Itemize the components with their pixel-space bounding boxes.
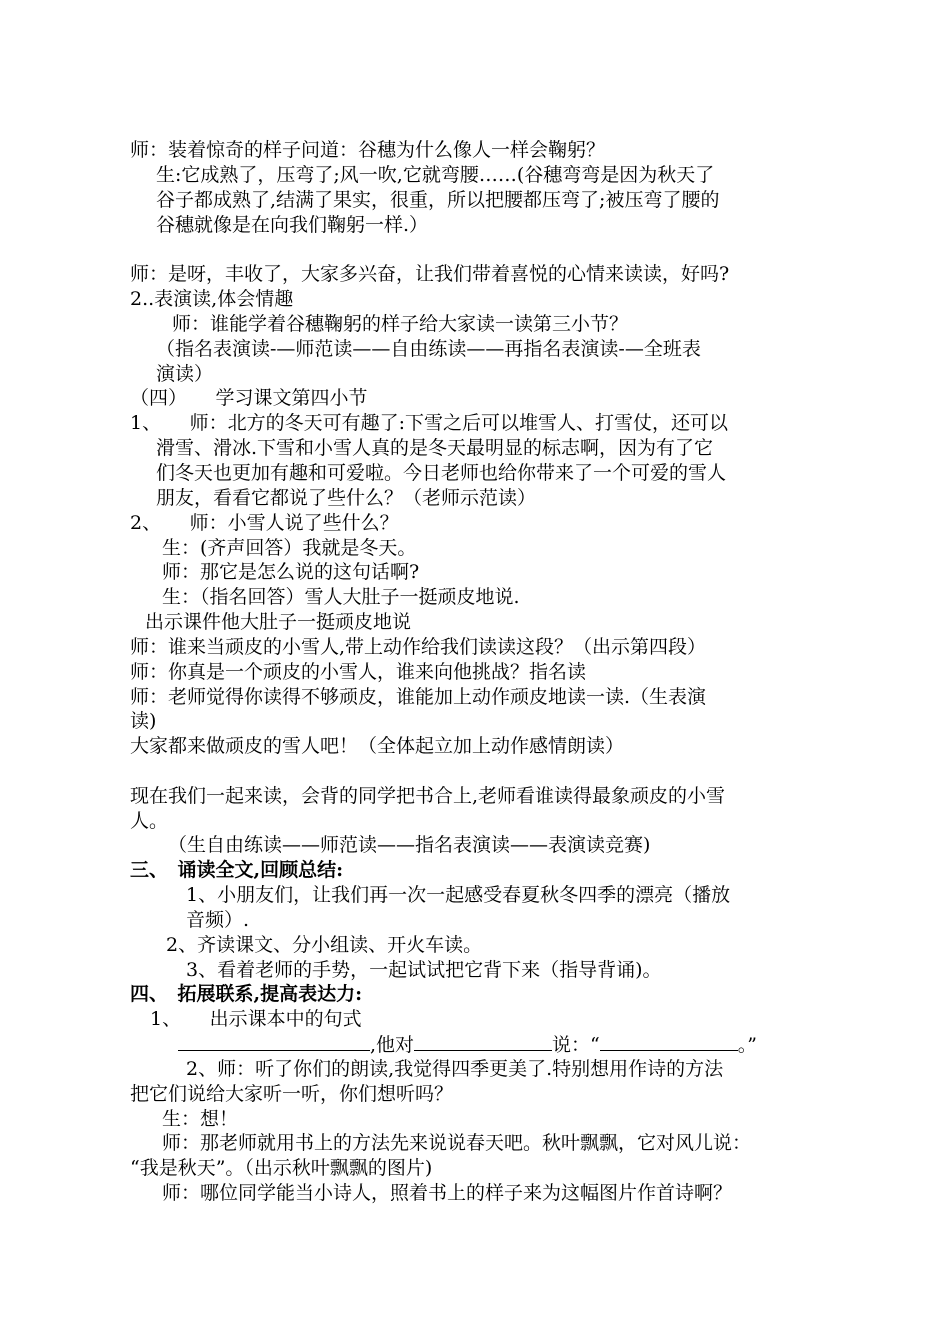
text-line: 谷子都成熟了,结满了果实，很重，所以把腰都压弯了;被压弯了腰的 [156, 189, 720, 211]
text-line: （指名表演读-—师范读——自由练读——再指名表演读-—全班表 [156, 338, 701, 360]
text-line: 现在我们一起来读，会背的同学把书合上,老师看谁读得最象顽皮的小雪 [130, 785, 726, 807]
fill-blank [600, 1033, 738, 1051]
text-line: 3、看着老师的手势，一起试试把它背下来（指导背诵)。 [186, 959, 662, 981]
text-line: 人。 [130, 810, 169, 832]
text-line: 演读） [156, 363, 214, 385]
text-line: 滑雪、滑冰.下雪和小雪人真的是冬天最明显的标志啊，因为有了它 [156, 437, 714, 459]
text-line: 2..表演读,体会情趣 [130, 288, 294, 310]
text-line: 师：谁来当顽皮的小雪人,带上动作给我们读读这段？（出示第四段） [130, 636, 707, 658]
text-line: 生:它成熟了，压弯了;风一吹,它就弯腰……(谷穗弯弯是因为秋天了 [156, 164, 715, 186]
text-line: 师：谁能学着谷穗鞠躬的样子给大家读一读第三小节？ [172, 313, 629, 335]
text-line: 生：(齐声回答）我就是冬天。 [162, 537, 417, 559]
text-line: 大家都来做顽皮的雪人吧！（全体起立加上动作感情朗读） [130, 735, 625, 757]
text-line: 1、 师：北方的冬天可有趣了:下雪之后可以堆雪人、打雪仗，还可以 [130, 412, 728, 434]
text-line: 朋友，看看它都说了些什么？（老师示范读） [156, 487, 537, 509]
section-heading: 四、 拓展联系,提高表达力: [130, 983, 363, 1005]
pattern-text: ,他对 [370, 1034, 415, 1056]
text-line: 师：老师觉得你读得不够顽皮，谁能加上动作顽皮地读一读.（生表演 [130, 686, 707, 708]
text-line: 生：（指名回答）雪人大肚子一挺顽皮地说. [162, 586, 520, 608]
text-line: 师：那老师就用书上的方法先来说说春天吧。秋叶飘飘，它对风儿说： [162, 1132, 752, 1154]
text-line: “我是秋天”。（出示秋叶飘飘的图片) [130, 1157, 433, 1179]
text-line: 生：想！ [162, 1108, 239, 1130]
text-line: 读) [130, 710, 157, 732]
text-line: 师：那它是怎么说的这句话啊? [162, 561, 420, 583]
text-line: 2、齐读课文、分小组读、开火车读。 [166, 934, 483, 956]
text-line: 师：装着惊奇的样子问道：谷穗为什么像人一样会鞠躬？ [130, 139, 606, 161]
pattern-text: 。” [737, 1034, 757, 1056]
fill-blank [414, 1033, 552, 1051]
text-line: 音频）. [186, 909, 250, 931]
text-line: 1、小朋友们，让我们再一次一起感受春夏秋冬四季的漂亮（播放 [186, 884, 731, 906]
text-line: 出示课件他大肚子一挺顽皮地说 [145, 611, 412, 633]
text-line: 2、 师：小雪人说了些什么？ [130, 512, 399, 534]
text-line: 谷穗就像是在向我们鞠躬一样.） [156, 214, 429, 236]
sentence-pattern [178, 1033, 757, 1056]
section-heading: （四） 学习课文第四小节 [130, 387, 368, 409]
fill-blank [178, 1033, 370, 1051]
text-line: 2、师：听了你们的朗读,我觉得四季更美了.特别想用作诗的方法 [186, 1058, 724, 1080]
text-line: 师：哪位同学能当小诗人，照着书上的样子来为这幅图片作首诗啊？ [162, 1182, 733, 1204]
text-line: 师：是呀，丰收了，大家多兴奋，让我们带着喜悦的心情来读读，好吗? [130, 263, 730, 285]
section-heading: 三、 诵读全文,回顾总结: [130, 859, 344, 881]
text-line: 把它们说给大家听一听，你们想听吗？ [130, 1083, 454, 1105]
text-line: 师：你真是一个顽皮的小雪人，谁来向他挑战？指名读 [130, 661, 587, 683]
text-line: 1、 出示课本中的句式 [150, 1008, 362, 1030]
text-line: 们冬天也更加有趣和可爱啦。今日老师也给你带来了一个可爱的雪人 [156, 462, 727, 484]
pattern-text: 说：“ [552, 1034, 600, 1056]
text-line: （生自由练读——师范读——指名表演读——表演读竞赛) [168, 834, 651, 856]
